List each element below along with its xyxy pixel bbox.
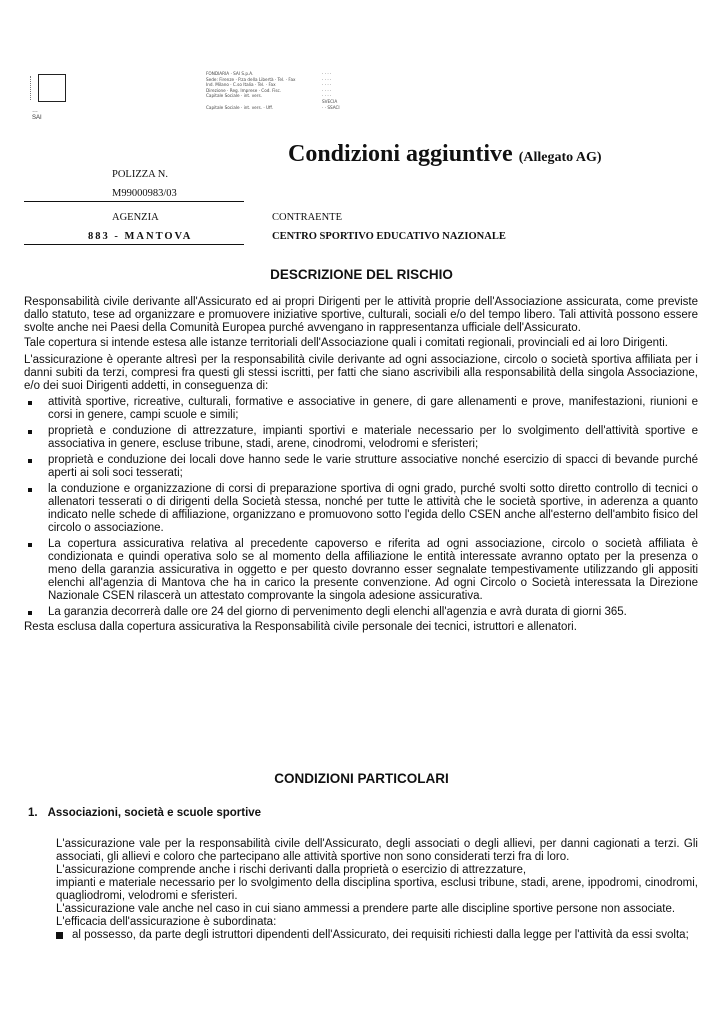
company-info-line: · · · · <box>322 82 332 88</box>
section-heading-descrizione: DESCRIZIONE DEL RISCHIO <box>270 267 453 282</box>
section-heading-condizioni: CONDIZIONI PARTICOLARI <box>274 771 449 786</box>
paragraph: L'assicurazione comprende anche i rischi derivanti dalla proprietà o esercizio di attrezzature, <box>56 864 527 876</box>
list-item: la conduzione e organizzazione di corsi di preparazione sportiva di ogni grado, purché svolti sotto diretto controllo di tecnici o allenatori tesserati o di dirigenti della Società stessa, nonché per tutte le attività che le società sportive, in aderenza a quanto indicato nelle schede di affiliazione, organizzano e promuovono sotto l'egida dello CSEN anche all'esterno dell'ambito fisico del circolo o associazione. <box>24 483 698 535</box>
condizioni-body <box>56 838 698 942</box>
company-info-line: · · SSACI <box>322 104 340 110</box>
company-info-left <box>206 71 296 110</box>
condition-item-heading <box>28 807 271 819</box>
paragraph: L'assicurazione vale per la responsabilità civile dell'Assicurato, degli associati o degli allievi, per danni cagionati a terzi. Gli associati, gli allievi e coloro che partecipano alle attività sportive non sono considerati terzi fra di loro. <box>56 838 698 863</box>
paragraph: Tale copertura si intende estesa alle istanze territoriali dell'Associazione quali i comitati regionali, provinciali ed ai loro Dirigenti. <box>24 337 668 349</box>
document-title <box>288 141 602 168</box>
paragraph: impianti e materiale necessario per lo svolgimento della disciplina sportiva, esclusi tribune, stadi, arene, ippodromi, cinodromi, quagliodromi, velodromi e sferisteri. <box>56 877 698 902</box>
list-item: al possesso, da parte degli istruttori dipendenti dell'Assicurato, dei requisiti richiesti dalla legge per l'attività da essi svolta; <box>56 929 698 942</box>
company-info-line: Capitale Sociale · int. vers. · Uff. <box>206 104 274 110</box>
condition-bullet-list <box>56 929 698 942</box>
agenzia-value: 883 - MANTOVA <box>24 231 244 245</box>
coverage-bullet-list <box>24 396 698 619</box>
company-info-line: SVECIA <box>322 98 338 104</box>
paragraph: L'assicurazione è operante altresì per la responsabilità civile derivante ad ogni associazione, circolo o società sportiva affiliata per i danni subiti da terzi, compresi fra questi gli stessi iscritti, per fatti che siano ascrivibili alla responsabilità della singola Associazione, e/o dei suoi Dirigenti addetti, in conseguenza di: <box>24 354 698 392</box>
list-item: La copertura assicurativa relativa al precedente capoverso e riferita ad ogni associazione, circolo o società affiliata è condizionata e quindi operativa solo se al momento della affiliazione le entità interessate avranno optato per la presenza o meno della garanzia assicurativa in oggetto e per questo dovranno esser segnalate tempestivamente utilizzando gli appositi elenchi all'agenzia di Mantova che ha in carico la presente convenzione. Ad ogni Circolo o Società interessata la Direzione Nazionale CSEN rilascerà un attestato comprovante la singola adesione assicurativa. <box>24 538 698 603</box>
document-title-main: Condizioni aggiuntive <box>288 141 513 167</box>
contraente-value: CENTRO SPORTIVO EDUCATIVO NAZIONALE <box>272 231 506 242</box>
logo-caption-line: … <box>32 108 38 114</box>
company-info-line: · · · · <box>322 93 332 99</box>
company-info-line: Capitale Sociale · int. vers. <box>206 93 262 99</box>
polizza-label: POLIZZA N. <box>112 169 168 180</box>
company-info-line: Sede: Firenze · P.za della Libertà · Tel. · Fax <box>206 76 296 82</box>
paragraph: Responsabilità civile derivante all'Assicurato ed ai propri Dirigenti per le attività proprie dell'Associazione assicurata, come previste dallo statuto, tese ad organizzare e promuovere iniziative sportive, culturali, sociali e/o del tempo libero. Tali attività possono essere svolte anche nei Paesi della Comunità Europea purché avvengano in rappresentanza ufficiale dell'Assicurato. <box>24 296 698 334</box>
paragraph: L'efficacia dell'assicurazione è subordinata: <box>56 916 277 928</box>
polizza-value: M99000983/03 <box>24 188 244 202</box>
company-logo <box>38 74 66 102</box>
company-info-line: Ind. Milano · C.so Italia · Tel. · Fax <box>206 82 276 88</box>
company-info-line: FONDIARIA · SAI S.p.A. <box>206 71 254 76</box>
company-info-line: · · · · <box>322 71 332 76</box>
company-info-line: Direzione · Reg. Imprese · Cod. Fisc. <box>206 87 282 93</box>
paragraph: Resta esclusa dalla copertura assicurativa la Responsabilità civile personale dei tecnici, istruttori e allenatori. <box>24 621 577 633</box>
company-info-right <box>322 71 340 110</box>
condition-item-number: 1. <box>28 807 38 819</box>
agenzia-label: AGENZIA <box>112 212 159 223</box>
condition-item-title: Associazioni, società e scuole sportive <box>47 807 262 819</box>
company-info-line: · · · · <box>322 76 332 82</box>
logo-caption-line: SAI <box>32 115 42 121</box>
document-title-sub: (Allegato AG) <box>518 150 602 165</box>
list-item: attività sportive, ricreative, culturali, formative e associative in genere, di gare allenamenti e prove, manifestazioni, riunioni e corsi in genere, campi scuole e simili; <box>24 396 698 422</box>
logo-caption <box>32 108 42 122</box>
list-item: La garanzia decorrerà dalle ore 24 del giorno di pervenimento degli elenchi all'agenzia e avrà durata di giorni 365. <box>24 606 698 619</box>
paragraph: L'assicurazione vale anche nel caso in cui siano ammessi a prendere parte alle discipline sportive persone non associate. <box>56 903 676 915</box>
list-item: proprietà e conduzione dei locali dove hanno sede le varie strutture associative nonché esercizio di spacci di bevande purché aperti ai soli soci tesserati; <box>24 454 698 480</box>
logo-dotted-edge <box>30 76 37 100</box>
contraente-label: CONTRAENTE <box>272 212 342 223</box>
list-item: proprietà e conduzione di attrezzature, impianti sportivi e materiale necessario per lo svolgimento dell'attività sportive e associativa in genere, escluse tribune, stadi, arene, cinodromi, velodromi e sferisteri; <box>24 425 698 451</box>
company-info-line: · · · · <box>322 87 332 93</box>
descrizione-body <box>24 296 698 634</box>
